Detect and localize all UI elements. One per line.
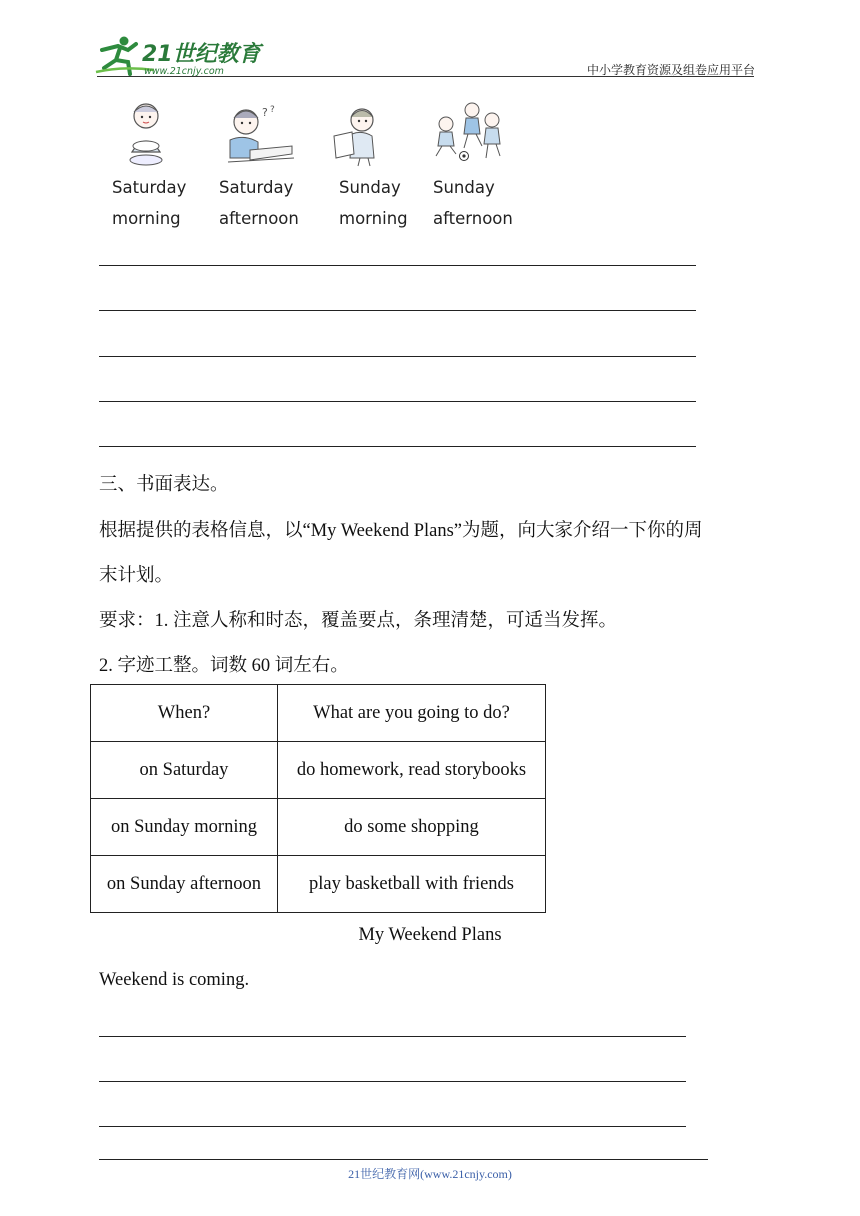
svg-text:?: ? bbox=[262, 106, 268, 119]
site-logo bbox=[94, 32, 264, 78]
footer-divider bbox=[99, 1159, 708, 1160]
answer-line[interactable] bbox=[99, 401, 696, 402]
essay-line[interactable] bbox=[99, 1036, 686, 1037]
requirement-1: 要求：1. 注意人称和时态，覆盖要点，条理清楚，可适当发挥。 bbox=[99, 611, 618, 631]
picture-saturday-morning bbox=[122, 100, 170, 168]
svg-text:21世纪教育: 21世纪教育 bbox=[142, 42, 261, 67]
essay-title: My Weekend Plans bbox=[358, 925, 502, 945]
platform-label: 中小学教育资源及组卷应用平台 bbox=[586, 63, 755, 77]
instruction-line-1: 根据提供的表格信息，以“My Weekend Plans”为题，向大家介绍一下你的周 bbox=[99, 521, 703, 541]
table-header-cell: When? bbox=[91, 685, 278, 742]
children-football-icon bbox=[428, 100, 508, 166]
picture-label-saturday-afternoon: Saturday afternoon bbox=[219, 178, 299, 228]
essay-line[interactable] bbox=[99, 1126, 686, 1127]
svg-text:www.21cnjy.com: www.21cnjy.com bbox=[144, 66, 224, 77]
essay-line[interactable] bbox=[99, 1081, 686, 1082]
child-homework-icon bbox=[222, 100, 296, 168]
table-cell-when: on Sunday morning bbox=[91, 799, 278, 856]
picture-saturday-afternoon bbox=[222, 100, 296, 168]
instruction-line-2: 末计划。 bbox=[99, 566, 174, 586]
answer-line[interactable] bbox=[99, 446, 696, 447]
picture-sunday-morning bbox=[330, 100, 382, 168]
table-header-cell: What are you going to do? bbox=[278, 685, 546, 742]
answer-line[interactable] bbox=[99, 265, 696, 266]
table-cell-when: on Saturday bbox=[91, 742, 278, 799]
answer-line[interactable] bbox=[99, 310, 696, 311]
picture-label-sunday-afternoon: Sunday afternoon bbox=[433, 178, 513, 228]
plans-table bbox=[90, 684, 546, 913]
svg-text:?: ? bbox=[270, 105, 275, 115]
footer-text[interactable]: 21世纪教育网(www.21cnjy.com) bbox=[348, 1167, 512, 1181]
essay-opening: Weekend is coming. bbox=[99, 970, 250, 990]
child-eating-icon bbox=[122, 100, 170, 168]
table-cell-activity: do some shopping bbox=[278, 799, 546, 856]
child-reading-icon bbox=[330, 100, 382, 168]
table-cell-when: on Sunday afternoon bbox=[91, 856, 278, 913]
picture-label-sunday-morning: Sunday morning bbox=[339, 178, 408, 228]
table-cell-activity: do homework, read storybooks bbox=[278, 742, 546, 799]
table-header-row bbox=[91, 685, 546, 742]
table-row bbox=[91, 799, 546, 856]
table-cell-activity: play basketball with friends bbox=[278, 856, 546, 913]
picture-label-saturday-morning: Saturday morning bbox=[112, 178, 187, 228]
answer-line[interactable] bbox=[99, 356, 696, 357]
header-divider bbox=[97, 76, 754, 77]
requirement-2: 2. 字迹工整。词数 60 词左右。 bbox=[99, 656, 349, 676]
picture-sunday-afternoon bbox=[428, 100, 508, 166]
section-heading: 三、书面表达。 bbox=[99, 475, 229, 495]
table-row bbox=[91, 856, 546, 913]
table-row bbox=[91, 742, 546, 799]
